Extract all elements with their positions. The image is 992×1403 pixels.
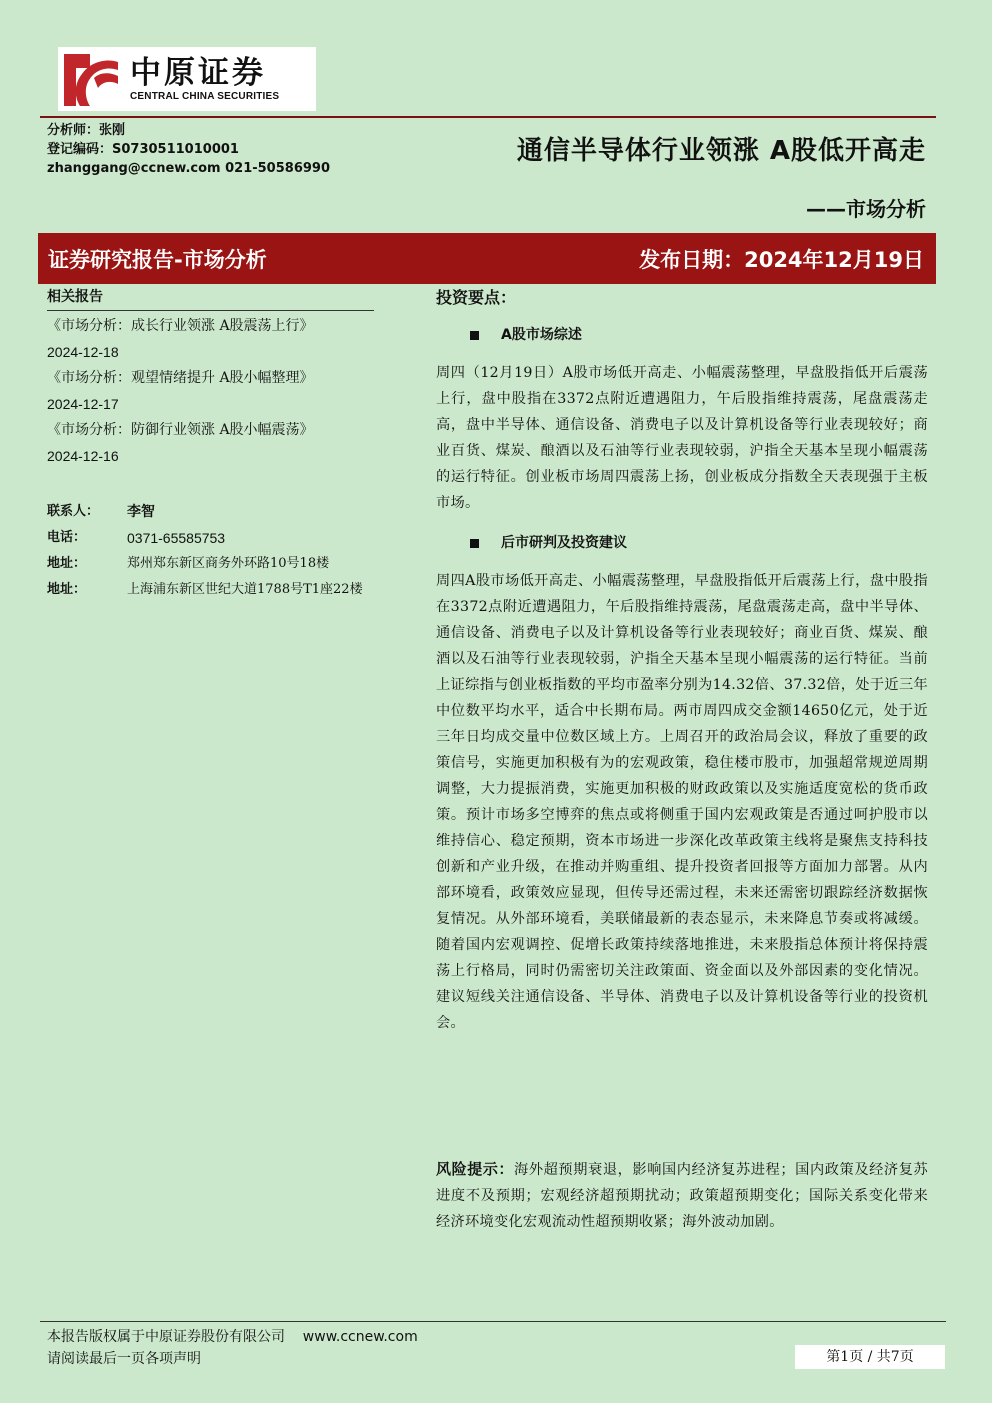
related-report-link[interactable]: 《市场分析：防御行业领涨 A股小幅震荡》 bbox=[47, 422, 314, 438]
address-zhengzhou: 郑州郑东新区商务外环路10号18楼 bbox=[127, 556, 330, 571]
page-indicator: 第1页 / 共7页 bbox=[795, 1345, 945, 1369]
analyst-registration: 登记编码：S0730511010001 bbox=[47, 142, 239, 157]
related-report-date: 2024-12-16 bbox=[47, 448, 119, 464]
related-reports bbox=[47, 287, 374, 469]
copyright-notice: 本报告版权属于中原证券股份有限公司 www.ccnew.com bbox=[47, 1329, 418, 1345]
address-label: 地址： bbox=[47, 582, 87, 597]
logo-mark-icon bbox=[60, 48, 122, 110]
phone-number: 0371-65585753 bbox=[127, 530, 226, 546]
report-category: 证券研究报告-市场分析 bbox=[48, 247, 267, 272]
risk-warning bbox=[436, 1156, 928, 1235]
report-subtitle: ——市场分析 bbox=[806, 197, 926, 221]
address-shanghai: 上海浦东新区世纪大道1788号T1座22楼 bbox=[127, 582, 363, 597]
header-rule bbox=[40, 116, 936, 118]
main-content bbox=[436, 284, 928, 1036]
disclaimer-notice: 请阅读最后一页各项声明 bbox=[47, 1351, 201, 1367]
square-bullet-icon bbox=[470, 331, 479, 340]
contact-person-label: 联系人： bbox=[47, 504, 100, 519]
risk-label: 风险提示： bbox=[436, 1160, 515, 1178]
phone-label: 电话： bbox=[47, 530, 87, 545]
section-title: A股市场综述 bbox=[501, 327, 582, 343]
related-report-date: 2024-12-18 bbox=[47, 344, 119, 360]
related-reports-heading: 相关报告 bbox=[47, 287, 374, 311]
logo-chinese-text: 中原证券 bbox=[130, 55, 266, 91]
analyst-contact: zhanggang@ccnew.com 021-50586990 bbox=[47, 161, 330, 176]
footer-rule bbox=[40, 1321, 946, 1322]
publish-date: 发布日期：2024年12月19日 bbox=[639, 247, 924, 272]
logo-english-text: CENTRAL CHINA SECURITIES bbox=[130, 91, 280, 102]
section-title: 后市研判及投资建议 bbox=[501, 535, 627, 551]
company-logo bbox=[58, 47, 316, 111]
risk-text: 海外超预期衰退，影响国内经济复苏进程；国内政策及经济复苏进度不及预期；宏观经济超预期扰动；政策超预期变化；国际关系变化带来经济环境变化宏观流动性超预期收紧；海外波动加剧。 bbox=[436, 1162, 928, 1230]
market-review-paragraph: 周四（12月19日）A股市场低开高走、小幅震荡整理，早盘股指低开后震荡上行，盘中股指在3372点附近遭遇阻力，午后股指维持震荡，尾盘震荡走高，盘中半导体、通信设备、消费电子以及计算机设备等行业表现较好；商业百货、煤炭、酿酒以及石油等行业表现较弱，沪指全天基本呈现小幅震荡的运行特征。创业板市场周四震荡上扬，创业板成分指数全天表现强于主板市场。 bbox=[436, 365, 928, 511]
section-heading-outlook bbox=[470, 530, 928, 556]
report-banner bbox=[38, 233, 936, 284]
section-heading-market-review bbox=[470, 322, 928, 348]
analyst-block bbox=[47, 121, 330, 178]
address-label: 地址： bbox=[47, 556, 87, 571]
related-report-date: 2024-12-17 bbox=[47, 396, 119, 412]
square-bullet-icon bbox=[470, 539, 479, 548]
contact-person: 李智 bbox=[127, 504, 155, 520]
contact-block bbox=[47, 499, 417, 603]
related-report-link[interactable]: 《市场分析：成长行业领涨 A股震荡上行》 bbox=[47, 318, 314, 334]
investment-highlights-heading: 投资要点： bbox=[436, 288, 517, 307]
analyst-name: 分析师：张刚 bbox=[47, 123, 126, 138]
outlook-paragraph: 周四A股市场低开高走、小幅震荡整理，早盘股指低开后震荡上行，盘中股指在3372点附近遭遇阻力，午后股指维持震荡，尾盘震荡走高，盘中半导体、通信设备、消费电子以及计算机设备等行业表现较好；商业百货、煤炭、酿酒以及石油等行业表现较弱，沪指全天基本呈现小幅震荡的运行特征。当前上证综指与创业板指数的平均市盈率分别为14.32倍、37.32倍，处于近三年中位数平均水平，适合中长期布局。两市周四成交金额14650亿元，处于近三年日均成交量中位数区域上方。上周召开的政治局会议，释放了重要的政策信号，实施更加积极有为的宏观政策，稳住楼市股市，加强超常规逆周期调整，大力提振消费，实施更加积极的财政政策以及实施适度宽松的货币政策。预计市场多空博弈的焦点或将侧重于国内宏观政策是否通过呵护股市以维持信心、稳定预期，资本市场进一步深化改革政策主线将是聚焦支持科技创新和产业升级，在推动并购重组、提升投资者回报等方面加力部署。从内部环境看，政策效应显现，但传导还需过程，未来还需密切跟踪经济数据恢复情况。从外部环境看，美联储最新的表态显示，未来降息节奏或将减缓。随着国内宏观调控、促增长政策持续落地推进，未来股指总体预计将保持震荡上行格局，同时仍需密切关注政策面、资金面以及外部因素的变化情况。建议短线关注通信设备、半导体、消费电子以及计算机设备等行业的投资机会。 bbox=[436, 573, 928, 1031]
related-report-link[interactable]: 《市场分析：观望情绪提升 A股小幅整理》 bbox=[47, 370, 314, 386]
report-title: 通信半导体行业领涨 A股低开高走 bbox=[516, 136, 926, 166]
